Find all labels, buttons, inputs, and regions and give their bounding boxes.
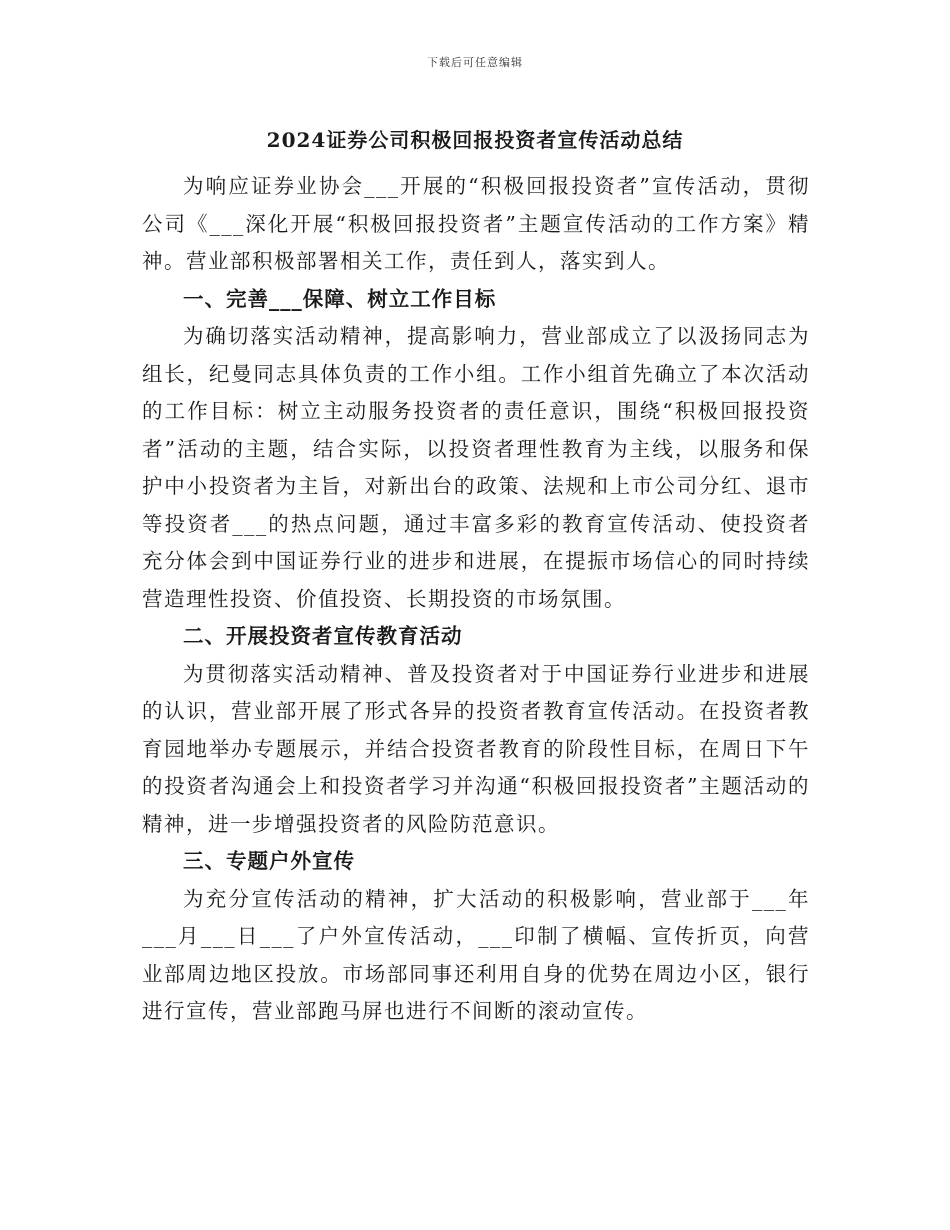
header-note: 下载后可任意编辑 — [427, 56, 523, 69]
section-paragraph-2: 为贯彻落实活动精神、普及投资者对于中国证券行业进步和进展的认识，营业部开展了形式各异的投资者教育宣传活动。在投资者教育园地举办专题展示，并结合投资者教育的阶段性目标，在周日下午的投资者沟通会上和投资者学习并沟通“积极回报投资者”主题活动的精神，进一步增强投资者的风险防范意识。 — [142, 661, 810, 836]
section-paragraph-1: 为确切落实活动精神，提高影响力，营业部成立了以汲扬同志为组长，纪曼同志具体负责的工作小组。工作小组首先确立了本次活动的工作目标：树立主动服务投资者的责任意识，围绕“积极回报投资者”活动的主题，结合实际，以投资者理性教育为主线，以服务和保护中小投资者为主旨，对新出台的政策、法规和上市公司分红、退市等投资者___的热点问题，通过丰富多彩的教育宣传活动、使投资者充分体会到中国证券行业的进步和进展，在提振市场信心的同时持续营造理性投资、价值投资、长期投资的市场氛围。 — [142, 324, 810, 611]
section-paragraph-3: 为充分宣传活动的精神，扩大活动的积极影响，营业部于___年___月___日___了户外宣传活动，___印制了横幅、宣传折页，向营业部周边地区投放。市场部同事还利用自身的优势在周边小区，银行进行宣传，营业部跑马屏也进行不间断的滚动宣传。 — [142, 886, 810, 1023]
document-title: 2024证券公司积极回报投资者宣传活动总结 — [266, 128, 684, 152]
section-heading-1: 一、完善___保障、树立工作目标 — [183, 286, 497, 311]
section-heading-3: 三、专题户外宣传 — [183, 849, 355, 873]
document-body — [142, 168, 810, 1031]
section-heading-2: 二、开展投资者宣传教育活动 — [183, 624, 463, 648]
intro-paragraph: 为响应证券业协会___开展的“积极回报投资者”宣传活动，贯彻公司《___深化开展“积极回报投资者”主题宣传活动的工作方案》精神。营业部积极部署相关工作，责任到人，落实到人。 — [142, 174, 810, 273]
